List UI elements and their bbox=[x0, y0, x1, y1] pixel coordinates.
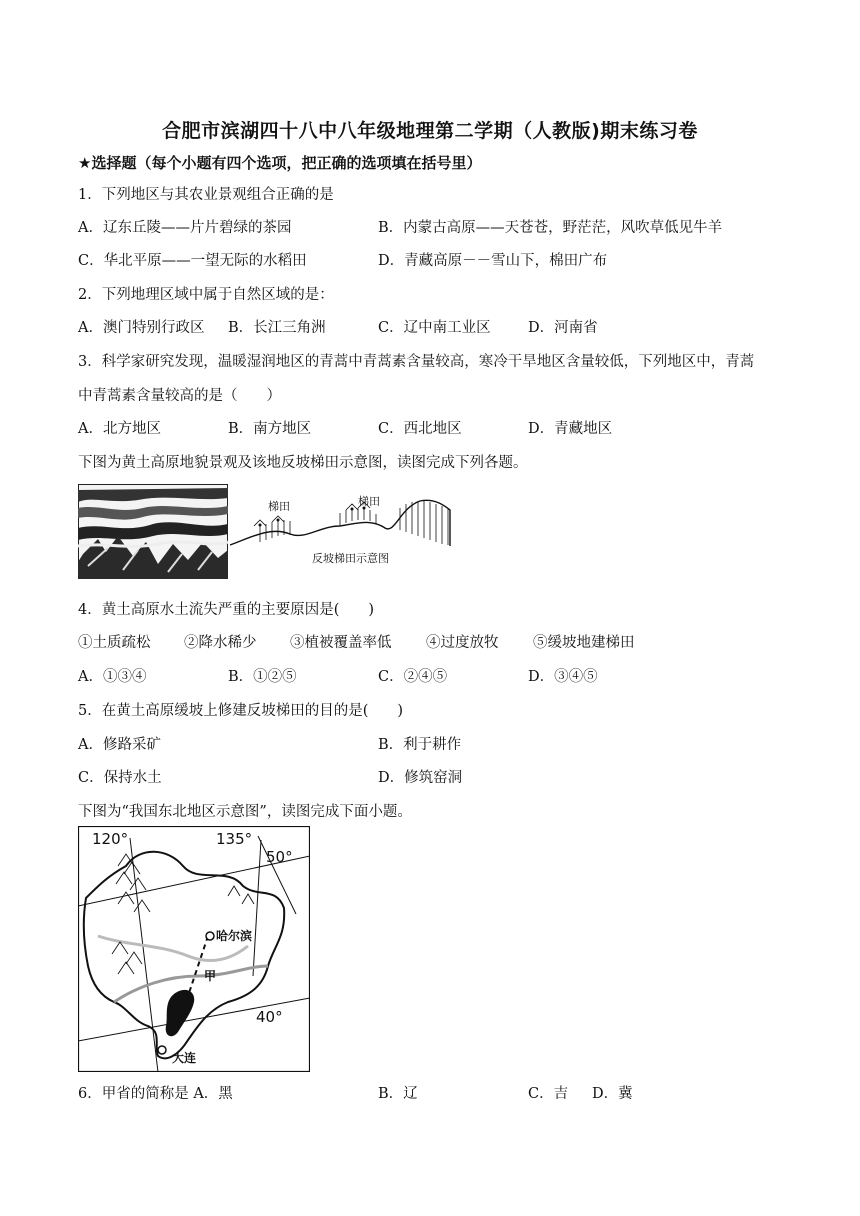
province-jia-label: 甲 bbox=[204, 969, 217, 983]
q5-option-d: D．修筑窑洞 bbox=[378, 770, 463, 786]
q6-option-b: B．辽 bbox=[378, 1086, 418, 1102]
q3-option-d: D．青藏地区 bbox=[528, 421, 613, 437]
q1-option-a: A．辽东丘陵——片片碧绿的茶园 bbox=[78, 220, 292, 236]
q6-option-d: D．冀 bbox=[592, 1086, 633, 1102]
q6-stem-option-a: 6．甲省的简称是 A．黑 bbox=[78, 1086, 233, 1102]
q2-option-a: A．澳门特别行政区 bbox=[78, 320, 205, 336]
q1-option-d: D．青藏高原－－雪山下，棉田广布 bbox=[378, 253, 608, 269]
q4-option-b: B．①②⑤ bbox=[228, 669, 297, 685]
q3-stem-line2: 中青蒿素含量较高的是（ ） bbox=[78, 388, 281, 404]
northeast-china-map bbox=[78, 826, 310, 1072]
figure1-intro: 下图为黄土高原地貌景观及该地反坡梯田示意图，读图完成下列各题。 bbox=[78, 455, 528, 471]
q5-option-c: C．保持水土 bbox=[78, 770, 162, 786]
longitude-135-label: 135° bbox=[216, 830, 253, 848]
q4-item-1: ①土质疏松 bbox=[78, 635, 151, 651]
q5-option-a: A．修路采矿 bbox=[78, 737, 161, 753]
reverse-slope-terrace-diagram bbox=[230, 490, 452, 572]
q3-option-c: C．西北地区 bbox=[378, 421, 462, 437]
figure2-intro: 下图为“我国东北地区示意图”，读图完成下面小题。 bbox=[78, 804, 412, 820]
q4-option-c: C．②④⑤ bbox=[378, 669, 448, 685]
q4-item-3: ③植被覆盖率低 bbox=[290, 635, 392, 651]
terrace-label-1: 梯田 bbox=[268, 500, 290, 513]
q4-stem: 4．黄土高原水土流失严重的主要原因是( ) bbox=[78, 602, 375, 618]
q1-option-c: C．华北平原——一望无际的水稻田 bbox=[78, 253, 307, 269]
q2-option-d: D．河南省 bbox=[528, 320, 598, 336]
q2-stem: 2．下列地理区域中属于自然区域的是： bbox=[78, 287, 334, 303]
latitude-50-label: 50° bbox=[266, 848, 293, 866]
q4-option-d: D．③④⑤ bbox=[528, 669, 598, 685]
q5-option-b: B．利于耕作 bbox=[378, 737, 462, 753]
q3-option-a: A．北方地区 bbox=[78, 421, 161, 437]
q3-option-b: B．南方地区 bbox=[228, 421, 312, 437]
section-heading: ★选择题（每个小题有四个选项，把正确的选项填在括号里） bbox=[78, 154, 482, 172]
dalian-label: 大连 bbox=[172, 1051, 197, 1065]
q1-option-b: B．内蒙古高原——天苍苍，野茫茫，风吹草低见牛羊 bbox=[378, 220, 723, 236]
q4-item-2: ②降水稀少 bbox=[184, 635, 257, 651]
q2-option-b: B．长江三角洲 bbox=[228, 320, 326, 336]
q2-option-c: C．辽中南工业区 bbox=[378, 320, 491, 336]
q4-option-a: A．①③④ bbox=[78, 669, 147, 685]
q5-stem: 5．在黄土高原缓坡上修建反坡梯田的目的是( ) bbox=[78, 703, 404, 719]
q4-item-4: ④过度放牧 bbox=[426, 635, 499, 651]
loess-plateau-photo bbox=[78, 484, 228, 579]
diagram-caption: 反坡梯田示意图 bbox=[312, 552, 389, 565]
q4-item-5: ⑤缓坡地建梯田 bbox=[533, 635, 635, 651]
q1-stem: 1．下列地区与其农业景观组合正确的是 bbox=[78, 187, 334, 203]
q6-option-c: C．吉 bbox=[528, 1086, 569, 1102]
latitude-40-label: 40° bbox=[256, 1008, 283, 1026]
q3-stem-line1: 3．科学家研究发现，温暖湿润地区的青蒿中青蒿素含量较高，寒冷干旱地区含量较低，下列地区中，青蒿 bbox=[78, 354, 755, 370]
page-title: 合肥市滨湖四十八中八年级地理第二学期（人教版)期末练习卷 bbox=[162, 120, 698, 142]
harbin-label: 哈尔滨 bbox=[216, 929, 253, 943]
longitude-120-label: 120° bbox=[92, 830, 129, 848]
terrace-label-2: 梯田 bbox=[358, 495, 380, 508]
